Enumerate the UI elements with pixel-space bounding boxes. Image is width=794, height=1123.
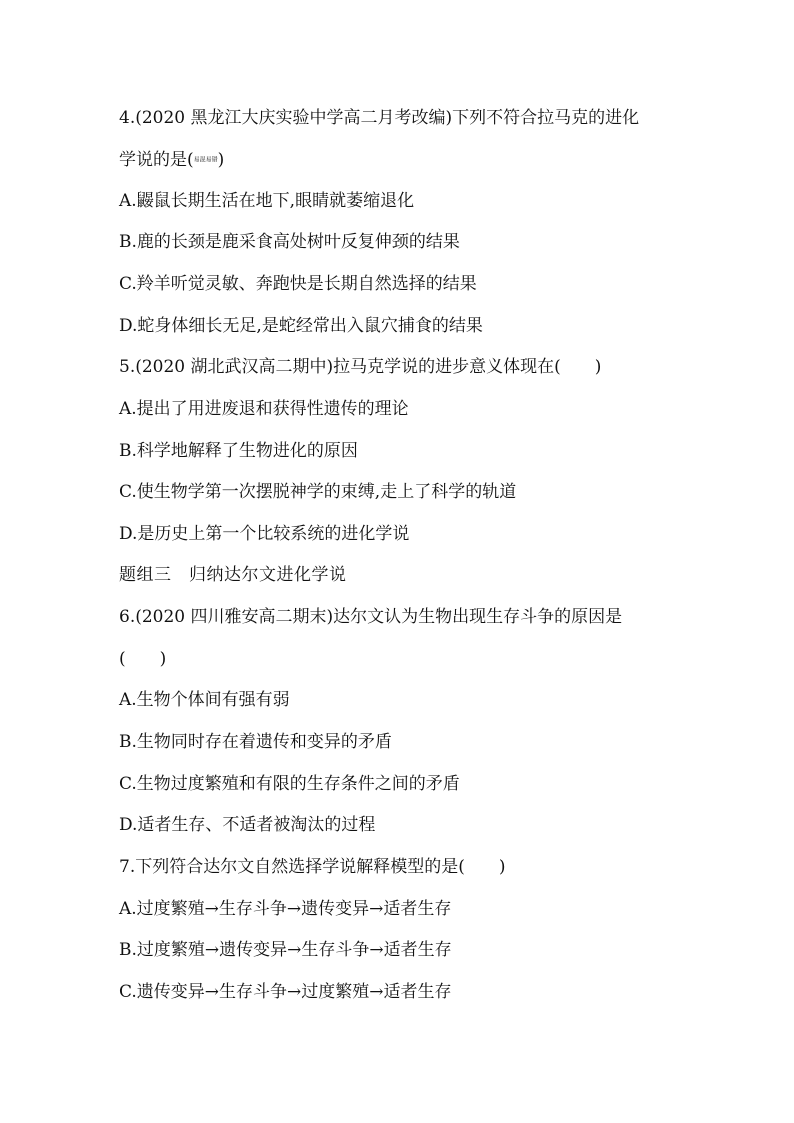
q4-stem-line2: [119, 149, 734, 172]
q4-option-c: C.羚羊听觉灵敏、奔跑快是长期自然选择的结果: [119, 274, 477, 294]
q6-option-d: D.适者生存、不适者被淘汰的过程: [119, 815, 376, 835]
q4-option-a: A.鼹鼠长期生活在地下,眼睛就萎缩退化: [119, 191, 415, 211]
q6-stem-line2: ( ): [119, 649, 167, 669]
q4-stem-line1: 4.(2020 黑龙江大庆实验中学高二月考改编)下列不符合拉马克的进化: [119, 108, 640, 128]
q7-option-b: B.过度繁殖→遗传变异→生存斗争→适者生存: [119, 940, 452, 960]
q6-option-b: B.生物同时存在着遗传和变异的矛盾: [119, 732, 392, 752]
q6-option-a: A.生物个体间有强有弱: [119, 690, 290, 710]
q7-option-a: A.过度繁殖→生存斗争→遗传变异→适者生存: [119, 899, 452, 919]
q7-option-c: C.遗传变异→生存斗争→过度繁殖→适者生存: [119, 982, 452, 1002]
q6-stem-line1: 6.(2020 四川雅安高二期末)达尔文认为生物出现生存斗争的原因是: [119, 607, 623, 627]
group3-heading: 题组三 归纳达尔文进化学说: [119, 565, 347, 585]
q7-stem: 7.下列符合达尔文自然选择学说解释模型的是( ): [119, 857, 506, 877]
q5-option-b: B.科学地解释了生物进化的原因: [119, 441, 358, 461]
q4-stem-prefix: 学说的是(: [119, 150, 194, 170]
q4-option-d: D.蛇身体细长无足,是蛇经常出入鼠穴捕食的结果: [119, 316, 483, 336]
q4-stem-suffix: ): [217, 150, 225, 170]
q4-tag-label: 易混易错: [193, 156, 218, 164]
q6-option-c: C.生物过度繁殖和有限的生存条件之间的矛盾: [119, 774, 460, 794]
q5-option-a: A.提出了用进废退和获得性遗传的理论: [119, 399, 409, 419]
q5-option-c: C.使生物学第一次摆脱神学的束缚,走上了科学的轨道: [119, 482, 517, 502]
q5-stem: 5.(2020 湖北武汉高二期中)拉马克学说的进步意义体现在( ): [119, 357, 602, 377]
q4-option-b: B.鹿的长颈是鹿采食高处树叶反复伸颈的结果: [119, 232, 460, 252]
q5-option-d: D.是历史上第一个比较系统的进化学说: [119, 524, 410, 544]
